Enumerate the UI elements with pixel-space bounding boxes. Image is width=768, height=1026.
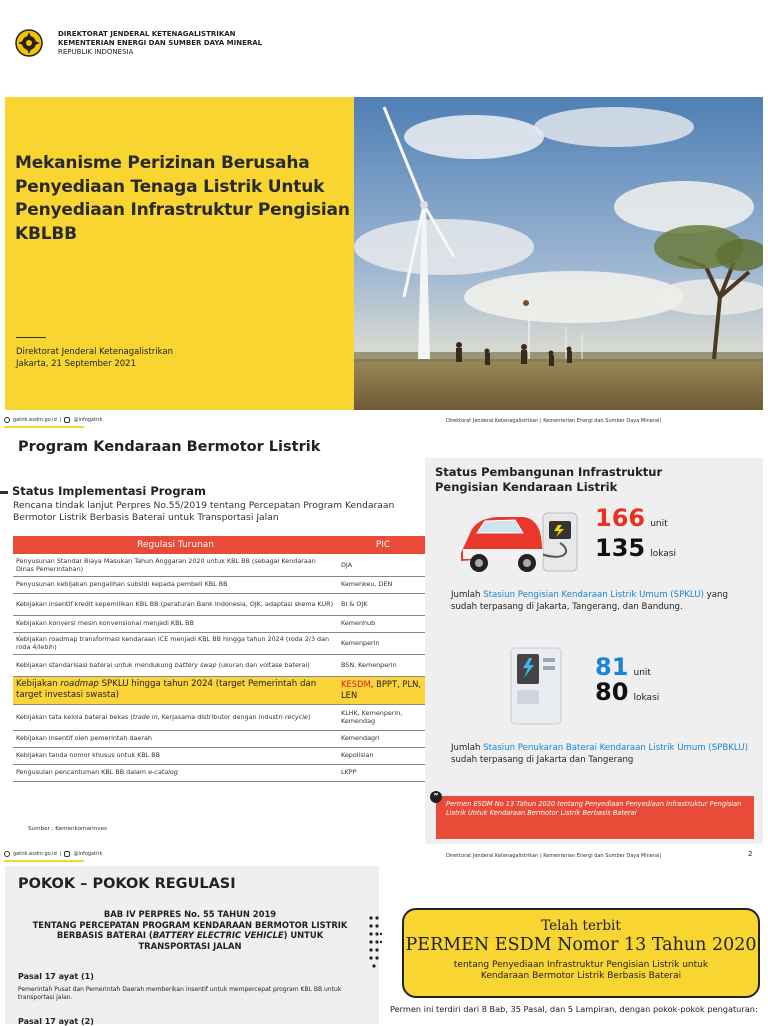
header-line-3: REPUBLIK INDONESIA — [58, 48, 134, 56]
pasal-17-1-heading: Pasal 17 ayat (1) — [18, 972, 94, 981]
status-bullet — [0, 491, 8, 494]
slide3-title: POKOK – POKOK REGULASI — [18, 876, 236, 892]
row-regulasi: Kebijakan tanda nomor khusus untuk KBL BB — [13, 747, 338, 764]
footer-org: Direktorat Jenderal Ketenagalistrikan | Kementerian Energi dan Sumber Daya Mineral| — [446, 853, 662, 859]
footer-website[interactable]: gatrik.esdm.go.id — [13, 417, 57, 423]
table-row — [13, 764, 428, 781]
table-row — [13, 654, 428, 676]
cover-title-line: Mekanisme Perizinan Berusaha — [15, 153, 310, 173]
footer-accent-bar — [4, 860, 84, 862]
spbklu-locations-value: 80 — [595, 678, 629, 706]
row-pic: BI & OJK — [338, 593, 428, 615]
cover-title-line: Penyediaan Tenaga Listrik Untuk — [15, 176, 325, 197]
footer-accent-bar — [4, 426, 84, 428]
pic-kesdm: KESDM — [341, 679, 371, 689]
row-pic: Kemenhub — [338, 615, 428, 632]
esdm-logo — [14, 28, 44, 58]
row-pic: Kepolisian — [338, 747, 428, 764]
footer-links: gatrik.esdm.go.id | @infogatrik — [4, 417, 102, 423]
spbklu-units-label: unit — [633, 668, 651, 678]
spbklu-units-value: 81 — [595, 653, 629, 681]
table-row — [13, 704, 428, 730]
table-row — [13, 632, 428, 654]
cover-org-block — [16, 346, 173, 370]
footer-social[interactable]: @infogatrik — [73, 851, 103, 857]
row-regulasi: Kebijakan tata kelola baterai bekas (trade in, Kerjasama distributor dengan industri recycle) — [13, 704, 338, 730]
spbklu-description: Jumlah Stasiun Penukaran Baterai Kendaraan Listrik Umum (SPBKLU) sudah terpasang di Jakarta dan Tangerang — [451, 743, 748, 765]
table-row — [13, 747, 428, 764]
table-row — [13, 554, 428, 576]
bab-heading: BAB IV PERPRES No. 55 TAHUN 2019 TENTANG PERCEPATAN PROGRAM KENDARAAN BERMOTOR LISTRIK BERBASIS BATERAI (BATTERY ELECTRIC VEHICLE) UNTUK TRANSPORTASI JALAN — [32, 909, 348, 951]
table-row — [13, 730, 428, 747]
cover-divider — [16, 337, 46, 338]
row-pic: BSN, Kemenperin — [338, 654, 428, 676]
battery-swap-station-icon — [507, 644, 569, 728]
row-pic: Kemenkeu, DEN — [338, 576, 428, 593]
row-regulasi: Kebijakan roadmap transformasi kendaraan ICE menjadi KBL BB hingga tahun 2024 (roda 2/3 dan roda 4/lebih) — [13, 632, 338, 654]
callout-regulation-subject: tentang Penyediaan Infrastruktur Pengisian Listrik untuk Kendaraan Bermotor Listrik Berbasis Baterai — [453, 960, 709, 981]
row-regulasi: Kebijakan standarisasi baterai untuk mendukung battery swap (ukuran dan voltase baterai) — [13, 654, 338, 676]
spklu-units — [595, 505, 668, 537]
spklu-locations-label: lokasi — [650, 549, 676, 559]
row-pic: Kemendagri — [338, 730, 428, 747]
footer-links: gatrik.esdm.go.id | @infogatrik — [4, 851, 102, 857]
wind-turbine-photo — [354, 97, 763, 410]
header-regulasi: Regulasi Turunan — [13, 536, 338, 554]
spbklu-locations-label: lokasi — [633, 693, 660, 703]
slide2-title: Program Kendaraan Bermotor Listrik — [18, 439, 321, 455]
spklu-description: Jumlah Stasiun Pengisian Kendaraan Listrik Umum (SPKLU) yang sudah terpasang di Jakarta, Tangerang, dan Bandung. — [451, 590, 728, 612]
spklu-units-label: unit — [650, 519, 668, 529]
row-regulasi: Penyusunan kebijakan pengalihan subsidi kepada pembeli KBL BB — [13, 576, 338, 593]
status-heading: Status Implementasi Program — [12, 484, 206, 498]
callout-heading: Telah terbit — [541, 918, 621, 934]
cover-place-date: Jakarta, 21 September 2021 — [16, 359, 136, 369]
table-header-row — [13, 536, 428, 554]
spklu-locations-value: 135 — [595, 534, 646, 562]
page-number: 2 — [748, 850, 753, 858]
permen-structure-text: Permen ini terdiri dari 8 Bab, 35 Pasal, dan 5 Lampiran, dengan pokok-pokok pengaturan: — [390, 1004, 758, 1014]
globe-icon — [4, 851, 10, 857]
row-regulasi: Kebijakan konversi mesin konvensional menjadi KBL BB — [13, 615, 338, 632]
cover-title-line: KBLBB — [15, 223, 77, 244]
globe-icon — [4, 417, 10, 423]
table-row — [13, 615, 428, 632]
quote-icon: ” — [430, 791, 442, 803]
ev-charging-car-icon — [453, 503, 588, 581]
pasal-17-1-text: Pemerintah Pusat dan Pemerintah Daerah memberikan insentif untuk mempercepat program KBL BB untuk transportasi jalan. — [18, 986, 342, 1001]
footer-website[interactable]: gatrik.esdm.go.id — [13, 851, 57, 857]
table-row-highlight — [13, 676, 428, 704]
callout-regulation-name: PERMEN ESDM Nomor 13 Tahun 2020 — [405, 935, 757, 955]
regulation-table — [13, 536, 428, 782]
dotted-connector-icon — [368, 914, 382, 974]
row-pic: Kemenperin — [338, 632, 428, 654]
footer-org: Direktorat Jenderal Ketenagalistrikan | Kementerian Energi dan Sumber Daya Mineral| — [446, 418, 662, 424]
row-pic: DJA — [338, 554, 428, 576]
header-org-block — [58, 30, 262, 57]
cover-org: Direktorat Jenderal Ketenagalistrikan — [16, 347, 174, 357]
row-pic: LKPP — [338, 764, 428, 781]
row-regulasi: Kebijakan insentif kredit kepemilikan KBL BB (peraturan Bank Indonesia, OJK, adaptasi skema KUR) — [13, 593, 338, 615]
header-line-2: KEMENTERIAN ENERGI DAN SUMBER DAYA MINERAL — [58, 39, 263, 47]
row-pic: KLHK, Kemenperin, Kemendag — [338, 704, 428, 730]
footer-social[interactable]: @infogatrik — [73, 417, 103, 423]
pasal-17-2-heading: Pasal 17 ayat (2) — [18, 1017, 94, 1026]
row-regulasi: Penyusunan Standar Biaya Masukan Tahun Anggaran 2020 untuk KBL BB (sebagai Kendaraan Dinas Pemerintahan) — [13, 554, 338, 576]
spbklu-locations — [595, 679, 659, 711]
spklu-locations — [595, 535, 676, 567]
header-line-1: DIREKTORAT JENDERAL KETENAGALISTRIKAN — [58, 30, 236, 38]
spklu-units-value: 166 — [595, 504, 646, 532]
row-regulasi: Pengusulan pencantuman KBL BB dalam e-catalog — [13, 764, 338, 781]
cover-title — [15, 152, 350, 246]
row-regulasi: Kebijakan insentif oleh pemerintah daerah — [13, 730, 338, 747]
row-regulasi: Kebijakan roadmap SPKLU hingga tahun 2024 (target Pemerintah dan target investasi swasta) — [13, 676, 338, 704]
instagram-icon — [64, 417, 70, 423]
table-row — [13, 576, 428, 593]
instagram-icon — [64, 851, 70, 857]
table-source: Sumber : Kemenkomarinves — [28, 826, 107, 832]
cover-title-line: Penyediaan Infrastruktur Pengisian — [15, 200, 350, 220]
status-intro: Rencana tindak lanjut Perpres No.55/2019 tentang Percepatan Program Kendaraan Bermotor Listrik Berbasis Baterai untuk Transportasi Jalan — [13, 500, 395, 523]
regulation-quote: Permen ESDM No 13 Tahun 2020 tentang Penyediaan Penyediaan Infrastruktur Pengisian Listrik Untuk Kendaraan Bermotor Listrik Berbasis Baterai — [446, 800, 742, 817]
row-pic: KESDM, BPPT, PLN, LEN — [338, 676, 428, 704]
header-pic: PIC — [338, 536, 428, 554]
panel-title: Status Pembangunan Infrastruktur Pengisian Kendaraan Listrik — [435, 465, 663, 494]
table-row — [13, 593, 428, 615]
